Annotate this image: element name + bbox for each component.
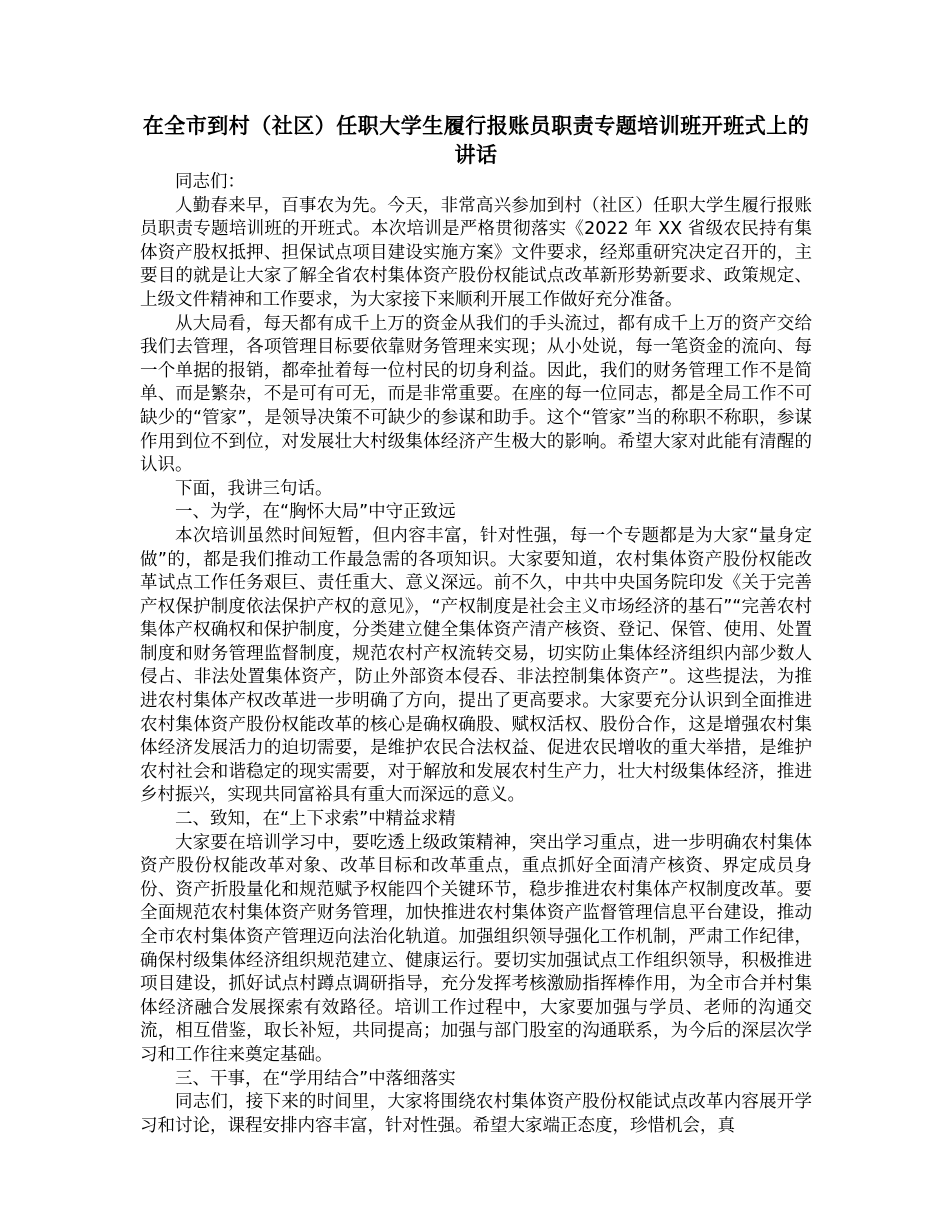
paragraph-section-2: 大家要在培训学习中，要吃透上级政策精神，突出学习重点，进一步明确农村集体资产股份权能改革对象、改革目标和改革重点，重点抓好全面清产核资、界定成员身份、资产折股量化和规范赋予权能四个关键环节，稳步推进农村集体产权制度改革。要全面规范农村集体资产财务管理，加快推进农村集体资产监督管理信息平台建设，推动全市农村集体资产管理迈向法治化轨道。加强组织领导强化工作机制，严肃工作纪律，确保村级集体经济组织规范建立、健康运行。要切实加强试点工作组织领导，积极推进项目建设，抓好试点村蹲点调研指导，充分发挥考核激励指挥棒作用，为全市合并村集体经济融合发展探索有效路径。培训工作过程中，大家要加强与学员、老师的沟通交流，相互借鉴，取长补短，共同提高；加强与部门股室的沟通联系，为今后的深层次学习和工作往来奠定基础。 [140,832,812,1065]
paragraph-section-1: 本次培训虽然时间短暂，但内容丰富，针对性强，每一个专题都是为大家“量身定做”的，都是我们推动工作最急需的各项知识。大家要知道，农村集体资产股份权能改革试点工作任务艰巨、责任重大、意义深远。前不久，中共中央国务院印发《关于完善产权保护制度依法保护产权的意见》，“产权制度是社会主义市场经济的基石”“完善农村集体产权确权和保护制度，分类建立健全集体资产清产核资、登记、保管、使用、处置制度和财务管理监督制度，规范农村产权流转交易，切实防止集体经济组织内部少数人侵占、非法处置集体资产，防止外部资本侵吞、非法控制集体资产”。这些提法，为推进农村集体产权改革进一步明确了方向，提出了更高要求。大家要充分认识到全面推进农村集体资产股份权能改革的核心是确权确股、赋权活权、股份合作，这是增强农村集体经济发展活力的迫切需要，是维护农民合法权益、促进农民增收的重大举措，是维护农村社会和谐稳定的现实需要，对于解放和发展农村生产力，壮大村级集体经济，推进乡村振兴，实现共同富裕具有重大而深远的意义。 [140,525,812,806]
section-heading-3: 三、干事，在“学用结合”中落细落实 [175,1068,456,1089]
paragraph-opening: 人勤春来早，百事农为先。今天，非常高兴参加到村（社区）任职大学生履行报账员职责专题培训班的开班式。本次培训是严格贯彻落实《2022 年 XX 省级农民持有集体资产股权抵押、担保试点项目建设实施方案》文件要求，经郑重研究决定召开的，主要目的就是让大家了解全省农村集体资产股份权能试点改革新形势新要求、政策规定、上级文件精神和工作要求，为大家接下来顺利开展工作做好充分准备。 [140,195,812,310]
section-heading-2: 二、致知，在“上下求索”中精益求精 [175,809,456,830]
document-title: 在全市到村（社区）任职大学生履行报账员职责专题培训班开班式上的讲话 [142,114,810,167]
salutation: 同志们： [175,172,245,192]
paragraph-section-3: 同志们，接下来的时间里，大家将围绕农村集体资产股份权能试点改革内容展开学习和讨论，课程安排内容丰富，针对性强。希望大家端正态度，珍惜机会，真 [140,1092,812,1136]
paragraph-overview: 从大局看，每天都有成千上万的资金从我们的手头流过，都有成千上万的资产交给我们去管理，各项管理目标要依靠财务管理来实现；从小处说，每一笔资金的流向、每一个单据的报销，都牵扯着每一位村民的切身利益。因此，我们的财务管理工作不是简单、而是繁杂，不是可有可无，而是非常重要。在座的每一位同志，都是全局工作不可缺少的“管家”，是领导决策不可缺少的参谋和助手。这个“管家”当的称职不称职，参谋作用到位不到位，对发展壮大村级集体经济产生极大的影响。希望大家对此能有清醒的认识。 [140,313,812,476]
section-heading-1: 一、为学，在“胸怀大局”中守正致远 [175,502,456,523]
document-page [140,112,812,1138]
paragraph-intro: 下面，我讲三句话。 [175,478,333,499]
